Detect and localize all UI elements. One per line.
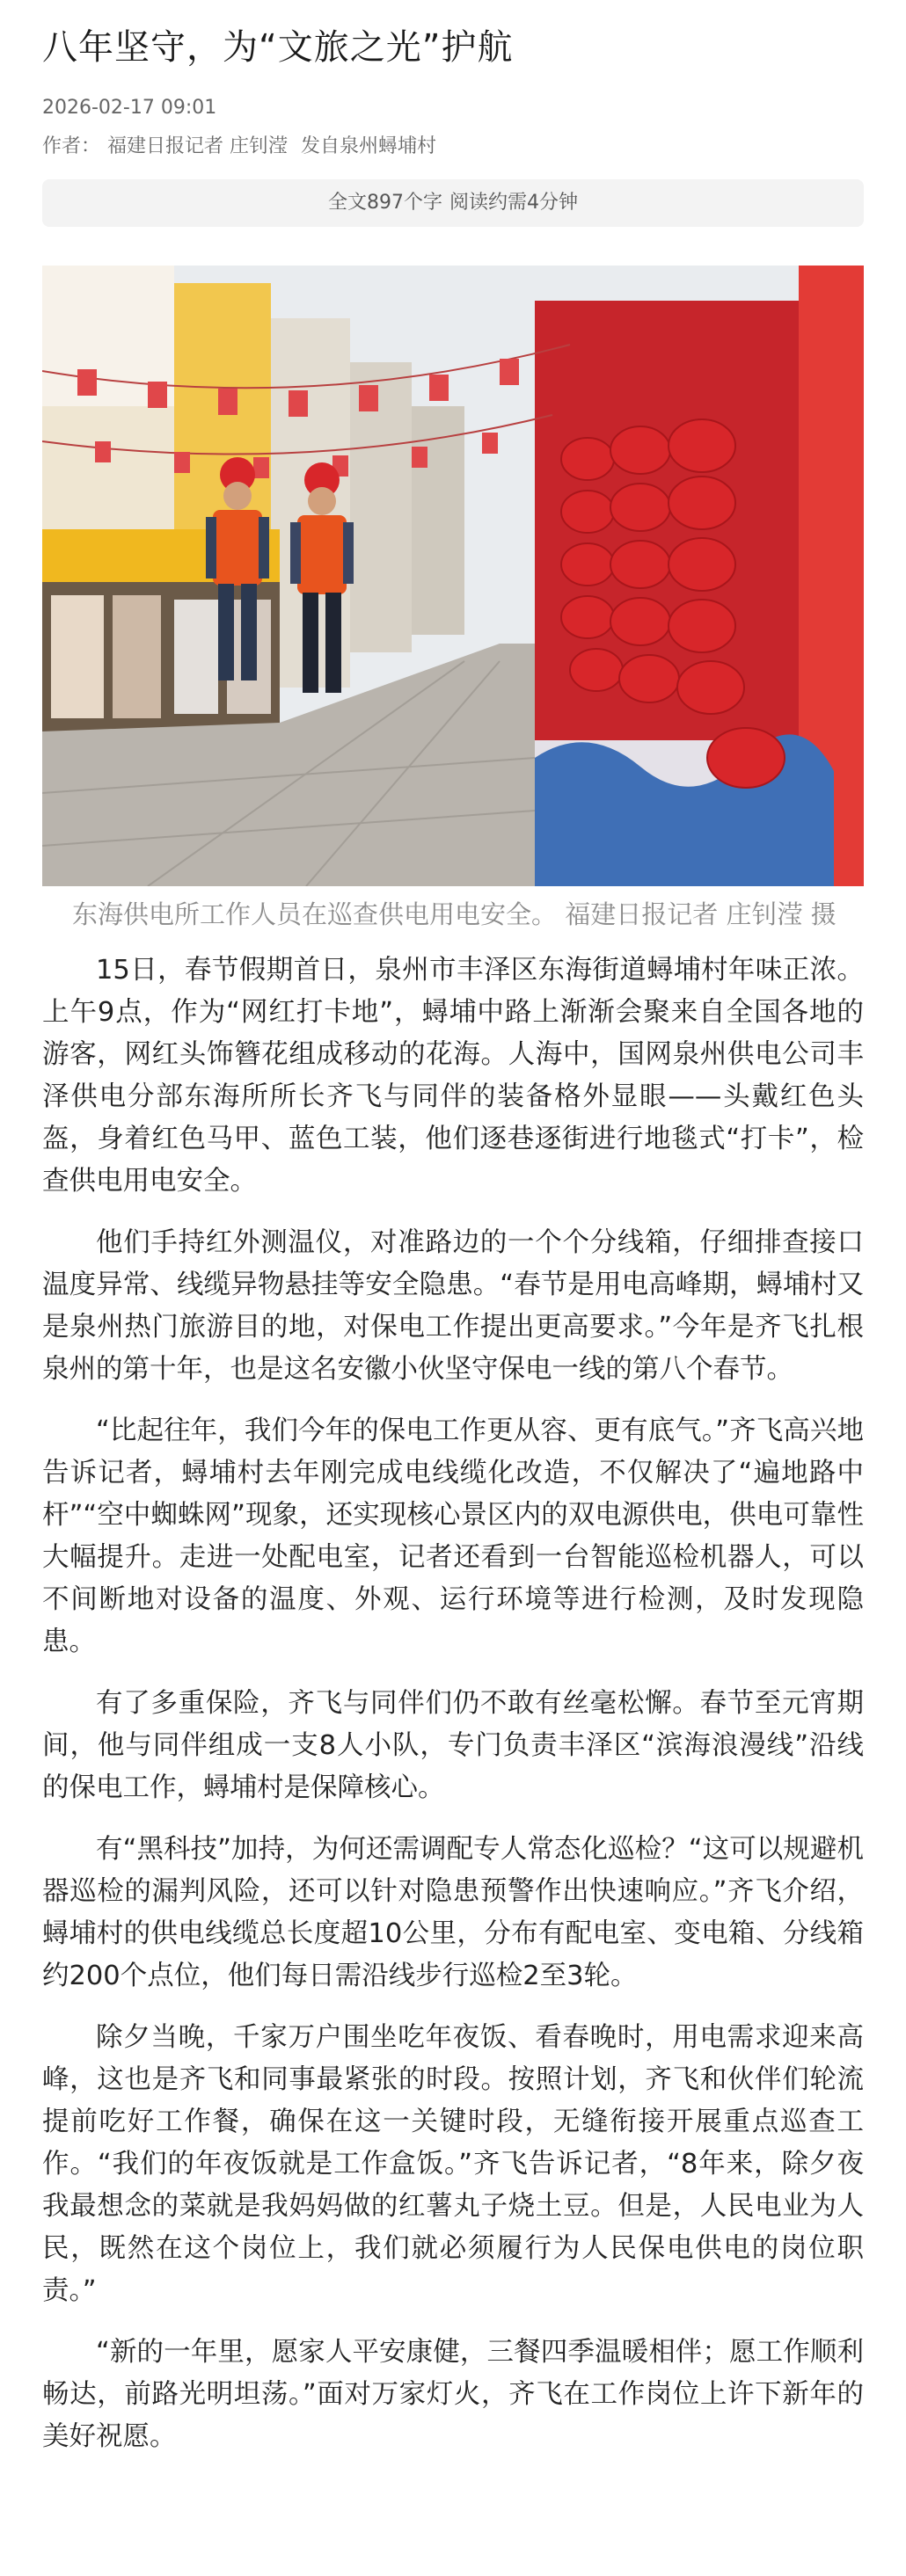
author-name: 福建日报记者 庄钊滢 bbox=[107, 135, 289, 157]
read-time: 阅读约需4分钟 bbox=[449, 192, 578, 214]
street-scene-illustration bbox=[42, 266, 864, 886]
photo-caption: 东海供电所工作人员在巡查供电用电安全。 福建日报记者 庄钊滢 摄 bbox=[72, 899, 837, 929]
article-paragraph: 有了多重保险，齐飞与同伴们仍不敢有丝毫松懈。春节至元宵期间，他与同伴组成一支8人小队，专门负责丰泽区“滨海浪漫线”沿线的保电工作，蟳埔村是保障核心。 bbox=[42, 1688, 864, 1803]
article-paragraph: 有“黑科技”加持，为何还需调配专人常态化巡检？“这可以规避机器巡检的漏判风险，还可以针对隐患预警作出快速响应。”齐飞介绍，蟳埔村的供电线缆总长度超10公里，分布有配电室、变电箱、分线箱约200个点位，他们每日需沿线步行巡检2至3轮。 bbox=[42, 1834, 864, 1991]
word-count: 全文897个字 bbox=[328, 192, 442, 214]
article-title: 八年坚守，为“文旅之光”护航 bbox=[42, 27, 514, 68]
article-paragraph: “比起往年，我们今年的保电工作更从容、更有底气。”齐飞高兴地告诉记者，蟳埔村去年刚完成电线缆化改造，不仅解决了“遍地路中杆”“空中蜘蛛网”现象，还实现核心景区内的双电源供电，供电可靠性大幅提升。走进一处配电室，记者还看到一台智能巡检机器人，可以不间断地对设备的温度、外观、运行环境等进行检测，及时发现隐患。 bbox=[42, 1415, 864, 1657]
article-paragraph: 除夕当晚，千家万户围坐吃年夜饭、看春晚时，用电需求迎来高峰，这也是齐飞和同事最紧张的时段。按照计划，齐飞和伙伴们轮流提前吃好工作餐，确保在这一关键时段，无缝衔接开展重点巡查工作。“我们的年夜饭就是工作盒饭。”齐飞告诉记者，“8年来，除夕夜我最想念的菜就是我妈妈做的红薯丸子烧土豆。但是，人民电业为人民，既然在这个岗位上，我们就必须履行为人民保电供电的岗位职责。” bbox=[42, 2022, 864, 2306]
article-paragraph: 他们手持红外测温仪，对准路边的一个个分线箱，仔细排查接口温度异常、线缆异物悬挂等安全隐患。“春节是用电高峰期，蟳埔村又是泉州热门旅游目的地，对保电工作提出更高要求。”今年是齐飞扎根泉州的第十年，也是这名安徽小伙坚守保电一线的第八个春节。 bbox=[42, 1227, 864, 1385]
article-body bbox=[42, 950, 864, 2458]
article-paragraph: 15日，春节假期首日，泉州市丰泽区东海街道蟳埔村年味正浓。上午9点，作为“网红打卡地”，蟳埔中路上渐渐会聚来自全国各地的游客，网红头饰簪花组成移动的花海。人海中，国网泉州供电公司丰泽供电分部东海所所长齐飞与同伴的装备格外显眼——头戴红色头盔，身着红色马甲、蓝色工装，他们逐巷逐街进行地毯式“打卡”，检查供电用电安全。 bbox=[42, 955, 864, 1197]
author-line bbox=[42, 134, 864, 160]
reading-summary-bar bbox=[42, 179, 864, 227]
dateline-source: 发自泉州蟳埔村 bbox=[301, 135, 437, 157]
publish-date: 2026-02-17 09:01 bbox=[42, 97, 217, 119]
author-label: 作者： bbox=[42, 135, 101, 157]
article-photo[interactable] bbox=[42, 266, 864, 886]
article-paragraph: “新的一年里，愿家人平安康健，三餐四季温暖相伴；愿工作顺利畅达，前路光明坦荡。”面对万家灯火，齐飞在工作岗位上许下新年的美好祝愿。 bbox=[42, 2337, 864, 2452]
